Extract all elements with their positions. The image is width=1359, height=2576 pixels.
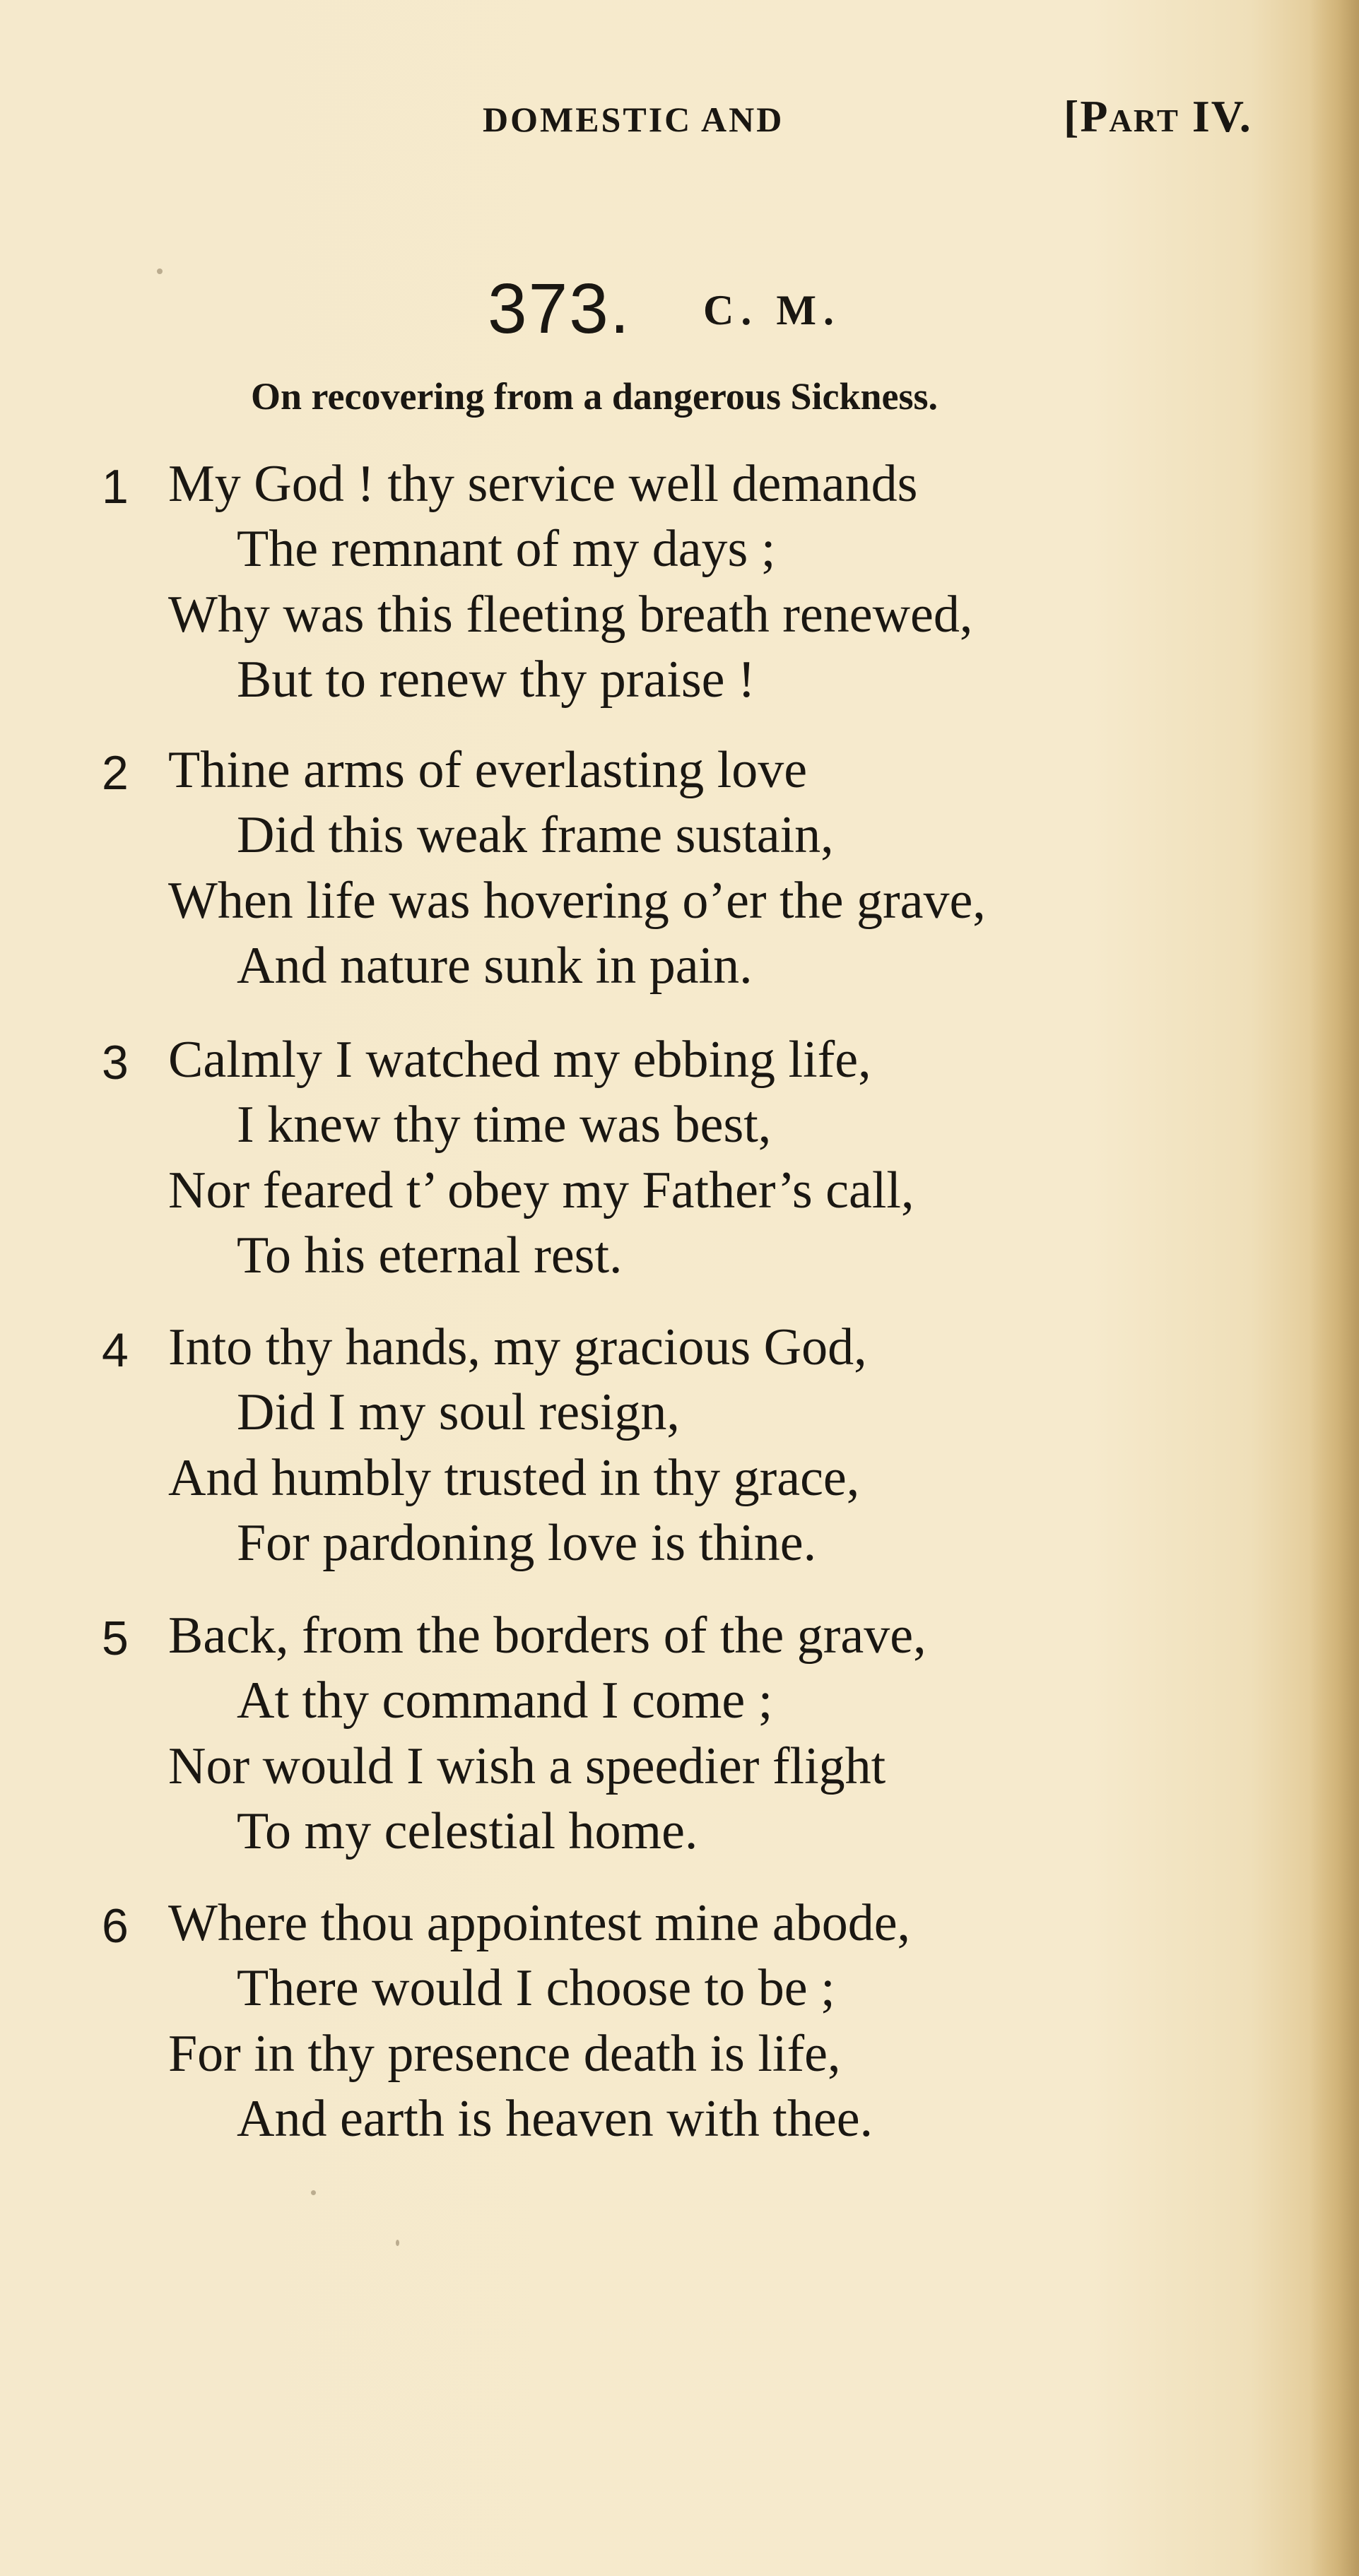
page-header [0, 90, 1359, 154]
paper-speck [311, 2190, 316, 2195]
verse-line: When life was hovering o’er the grave, [168, 872, 986, 930]
verse-line: And earth is heaven with thee. [237, 2090, 873, 2148]
verse-line: And nature sunk in pain. [237, 937, 753, 995]
part-word: Part [1080, 91, 1179, 141]
verse-line: For pardoning love is thine. [237, 1514, 817, 1572]
verse-line: For in thy presence death is life, [168, 2025, 841, 2083]
verse-line: Thine arms of everlasting love [168, 741, 808, 799]
paper-speck [157, 268, 163, 274]
verse-line: Nor feared t’ obey my Father’s call, [168, 1162, 914, 1219]
paper-speck [396, 2240, 399, 2246]
verse-line: The remnant of my days ; [237, 520, 776, 578]
part-bracket: [ [1064, 91, 1081, 141]
stanza-number: 6 [102, 1899, 129, 1953]
verse-line: Calmly I watched my ebbing life, [168, 1031, 871, 1089]
verse-line: Did this weak frame sustain, [237, 806, 834, 864]
verse-line: There would I choose to be ; [237, 1959, 835, 2017]
page-edge-shadow [1310, 0, 1359, 2576]
verse-line: Where thou appointest mine abode, [168, 1894, 911, 1952]
hymn-number: 373. [488, 269, 631, 348]
running-head: DOMESTIC AND [483, 100, 784, 139]
verse-line: To my celestial home. [237, 1802, 698, 1860]
verse-line: Did I my soul resign, [237, 1383, 680, 1441]
verse-line: At thy command I come ; [237, 1672, 773, 1730]
verse-line: Into thy hands, my gracious God, [168, 1318, 867, 1376]
verse-line: I knew thy time was best, [237, 1096, 772, 1154]
part-label [1064, 90, 1252, 143]
hymn-subtitle: On recovering from a dangerous Sickness. [251, 375, 939, 418]
verse-line: Back, from the borders of the grave, [168, 1607, 926, 1665]
hymn-meter: C. M. [703, 287, 841, 333]
verse-line: Nor would I wish a speedier flight [168, 1737, 886, 1795]
verse-line: To his eternal rest. [237, 1227, 623, 1284]
stanza-number: 3 [102, 1036, 129, 1089]
part-number: IV. [1192, 91, 1252, 141]
stanza-number: 1 [102, 460, 129, 514]
stanza-number: 5 [102, 1612, 129, 1665]
verse-line: And humbly trusted in thy grace, [168, 1449, 860, 1507]
stanza-number: 4 [102, 1323, 129, 1377]
verse-line: My God ! thy service well demands [168, 455, 918, 513]
verse-line: Why was this fleeting breath renewed, [168, 586, 973, 644]
stanza-number: 2 [102, 746, 129, 800]
verse-line: But to renew thy praise ! [237, 651, 755, 709]
